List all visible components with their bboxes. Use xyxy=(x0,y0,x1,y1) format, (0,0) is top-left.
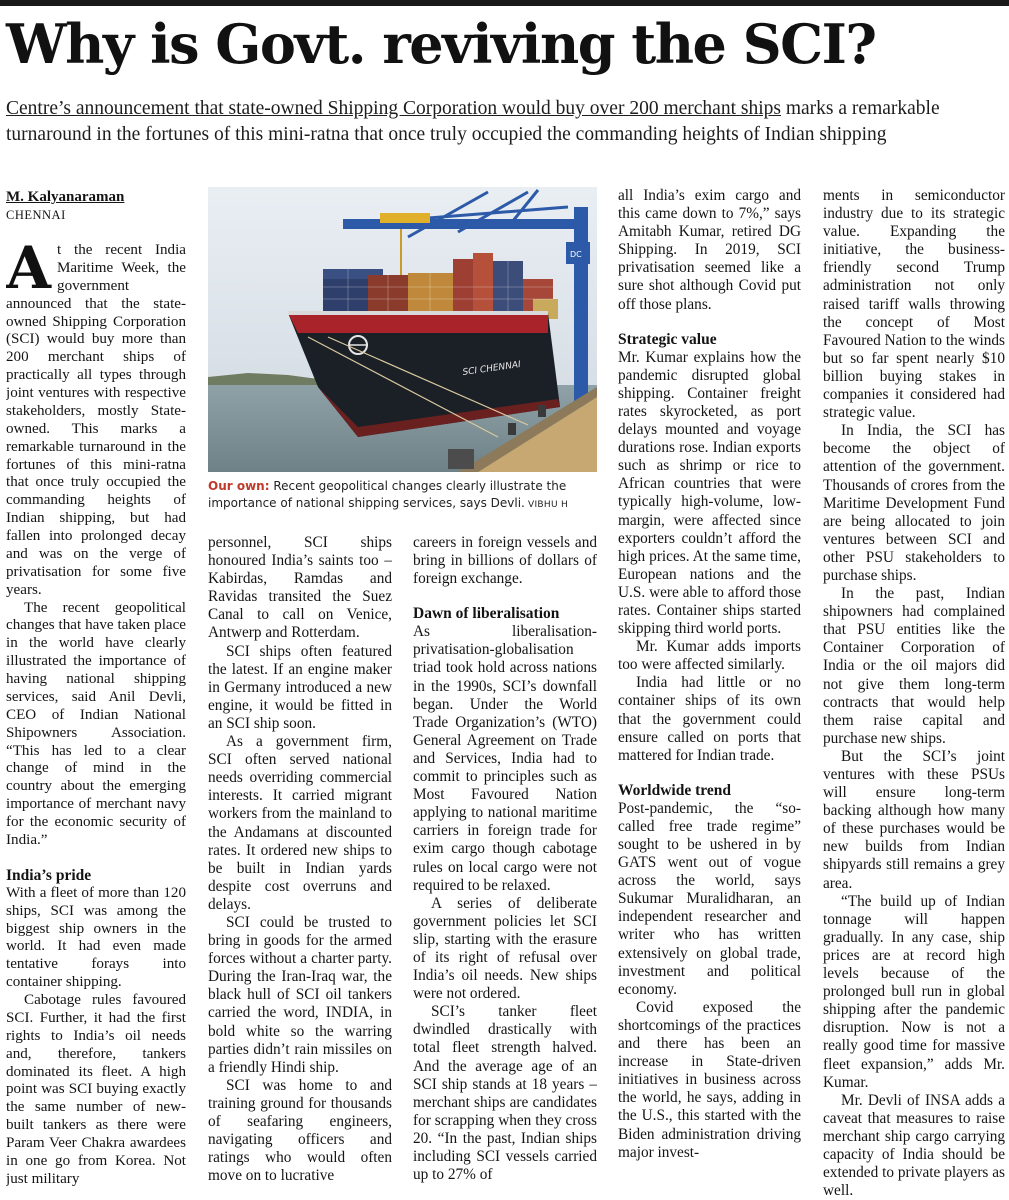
paragraph: But the SCI’s joint ventures with these PSUs will ensure long-term backing although how many of these purchases would be new builds from Indian shipyards still remains a grey area. xyxy=(823,747,1005,892)
subheading-indias-pride: India’s pride xyxy=(6,866,92,884)
article-column-4 xyxy=(618,187,801,1200)
paragraph: Cabotage rules favoured SCI. Further, it had the first rights to India’s oil needs and, therefore, tankers dominated its fleet. A high point was SCI buying exactly the same number of new-built tankers as there were Param Veer Chakra awardees in one go from Korea. Not just military xyxy=(6,992,186,1187)
standfirst xyxy=(6,96,1001,148)
article-column-1 xyxy=(6,242,186,1200)
top-rule xyxy=(0,0,1009,6)
paragraph: As liberalisation-privatisation-globalisation triad took hold across nations in the 1990s, SCI’s downfall began. Under the World Trade Organization’s (WTO) General Agreement on Trade and Services, India had to commit to principles such as Most Favoured Nation applying to national maritime carriers in foreign trade for exim cargo though cabotage rules on local cargo were not required to be relaxed. xyxy=(413,623,597,894)
paragraph: A series of deliberate government policies let SCI slip, starting with the erasure of its right of refusal over India’s oil needs. New ships were not ordered. xyxy=(413,894,597,1003)
paragraph: With a fleet of more than 120 ships, SCI was among the biggest ship owners in the world. It had even made tentative forays into container shipping. xyxy=(6,884,186,991)
paragraph: Post-pandemic, the “so-called free trade regime” sought to be ushered in by GATS went out of vogue across the world, says Sukumar Muralidharan, an independent researcher and writer who has written extensively on global trade, investment and political economy. xyxy=(618,799,801,998)
paragraph: India had little or no container ships of its own that the government could ensure called on ports that mattered for Indian trade. xyxy=(618,674,801,764)
paragraph: personnel, SCI ships honoured India’s saints too – Kabirdas, Ramdas and Ravidas transited the Suez Canal to call on Venice, Antwerp and Rotterdam. xyxy=(208,534,392,642)
paragraph: In the past, Indian shipowners had complained that PSU entities like the Container Corporation of India or the oil majors did not give them long-term contracts that would help them raise capital and purchase new ships. xyxy=(823,585,1005,747)
paragraph: Mr. Kumar explains how the pandemic disrupted global shipping. Container freight rates skyrocketed, as port delays mounted and voyage durations rose. Indian exports such as shrimp or rice to African countries that were typically high-volume, low-margin, were affected since exporters couldn’t afford the high prices. At the same time, European nations and the U.S. were able to afford those rates. Container ships started skipping third world ports. xyxy=(618,348,801,638)
paragraph: As a government firm, SCI often served national needs overriding commercial interests. It carried migrant workers from the mainland to the Andamans at discounted rates. It ordered new ships to be built in Indian yards despite cost overruns and delays. xyxy=(208,733,392,913)
paragraph: In India, the SCI has become the object of attention of the government. Thousands of crores from the Maritime Development Fund are being allocated to join ventures between SCI and other PSU stakeholders to purchase ships. xyxy=(823,422,1005,584)
ship-photo xyxy=(208,187,597,472)
article-column-3 xyxy=(413,534,597,1200)
subheading-dawn-of-liberalisation: Dawn of liberalisation xyxy=(413,605,560,623)
crane-label: DC xyxy=(570,250,582,259)
standfirst-rest: marks a remarkable turnaround in the fortunes of this mini-ratna that once truly occupied the commanding heights of Indian shipping xyxy=(6,98,940,145)
caption-lead: Our own: xyxy=(208,479,270,493)
caption-text: Recent geopolitical changes clearly illustrate the importance of national shipping services, says Devli. xyxy=(208,479,567,510)
subheading-strategic-value: Strategic value xyxy=(618,330,717,348)
paragraph: SCI ships often featured the latest. If an engine maker in Germany introduced a new engine, it would be fitted in an SCI ship soon. xyxy=(208,642,392,732)
paragraph: SCI’s tanker fleet dwindled drastically with total fleet strength halved. And the average age of an SCI ship stands at 18 years – merchant ships are candidates for scrapping when they cross 20. “In the past, Indian ships including SCI vessels carried up to 27% of xyxy=(413,1003,597,1184)
paragraph: Mr. Kumar adds imports too were affected similarly. xyxy=(618,638,801,674)
author-name[interactable]: M. Kalyanaraman xyxy=(6,189,125,205)
ship-name: SCI CHENNAI xyxy=(462,359,522,378)
paragraph: Mr. Devli of INSA adds a caveat that measures to raise merchant ship cargo carrying capacity of India should be extended to private players as well. xyxy=(823,1091,1005,1200)
photo-caption xyxy=(208,478,597,514)
article-column-5 xyxy=(823,187,1005,1200)
byline xyxy=(6,188,201,224)
paragraph: At the recent India Maritime Week, the government announced that the state-owned Shipping Corporation (SCI) would buy more than 200 merchant ships of practically all types through joint ventures with respective stakeholders, mostly State-owned. This marks a remarkable turnaround in the fortunes of this mini-ratna that once truly occupied the commanding heights of Indian shipping, but had fallen into prolonged decay and was on the verge of privatisation for some five years. xyxy=(6,242,186,598)
drop-cap: A xyxy=(6,242,52,302)
paragraph: SCI could be trusted to bring in goods for the armed forces without a charter party. During the Iran-Iraq war, the black hull of SCI oil tankers carried the word, INDIA, in bold white so the warring parties didn’t rain missiles on a friendly Hindi ship. xyxy=(208,913,392,1076)
paragraph: all India’s exim cargo and this came down to 7%,” says Amitabh Kumar, retired DG Shipping. In 2019, SCI privatisation seemed like a sure shot although Covid put off those plans. xyxy=(618,187,801,313)
paragraph: Covid exposed the shortcomings of the practices and there has been an increase in State-driven initiatives in business across the world, he says, adding in the U.S., this started with the Biden administration driving major invest- xyxy=(618,998,801,1161)
standfirst-underlined: Centre’s announcement that state-owned Shipping Corporation would buy over 200 merchant ships xyxy=(6,98,781,119)
paragraph: careers in foreign vessels and bring in billions of dollars of foreign exchange. xyxy=(413,534,597,588)
headline: Why is Govt. reviving the SCI? xyxy=(6,12,876,76)
paragraph: “The build up of Indian tonnage will happen gradually. In any case, ship prices are at record high levels because of the prolonged bull run in global shipping after the pandemic disruption. Now is not a really good time for massive fleet expansion,” adds Mr. Kumar. xyxy=(823,892,1005,1091)
paragraph: ments in semiconductor industry due to its strategic value. Expanding the initiative, the business-friendly second Trump administration not only raised tariff walls throwing the concept of Most Favoured Nation to the winds but so far spent nearly $10 billion buying stakes in companies it considered had strategic value. xyxy=(823,187,1005,422)
paragraph: The recent geopolitical changes that have taken place in the world have clearly illustrated the importance of having national shipping services, said Anil Devli, CEO of Indian National Shipowners Association. “This has led to a clear change of mind in the country about the emerging importance of merchant navy for the economic security of India.” xyxy=(6,599,186,848)
photo-credit: VIBHU H xyxy=(524,500,569,510)
subheading-worldwide-trend: Worldwide trend xyxy=(618,781,731,799)
container-ship-image xyxy=(208,187,597,472)
article-column-2 xyxy=(208,534,392,1200)
paragraph: SCI was home to and training ground for thousands of seafaring engineers, navigating officers and ratings who would often move on to lucrative xyxy=(208,1076,392,1185)
dateline: CHENNAI xyxy=(6,208,66,222)
